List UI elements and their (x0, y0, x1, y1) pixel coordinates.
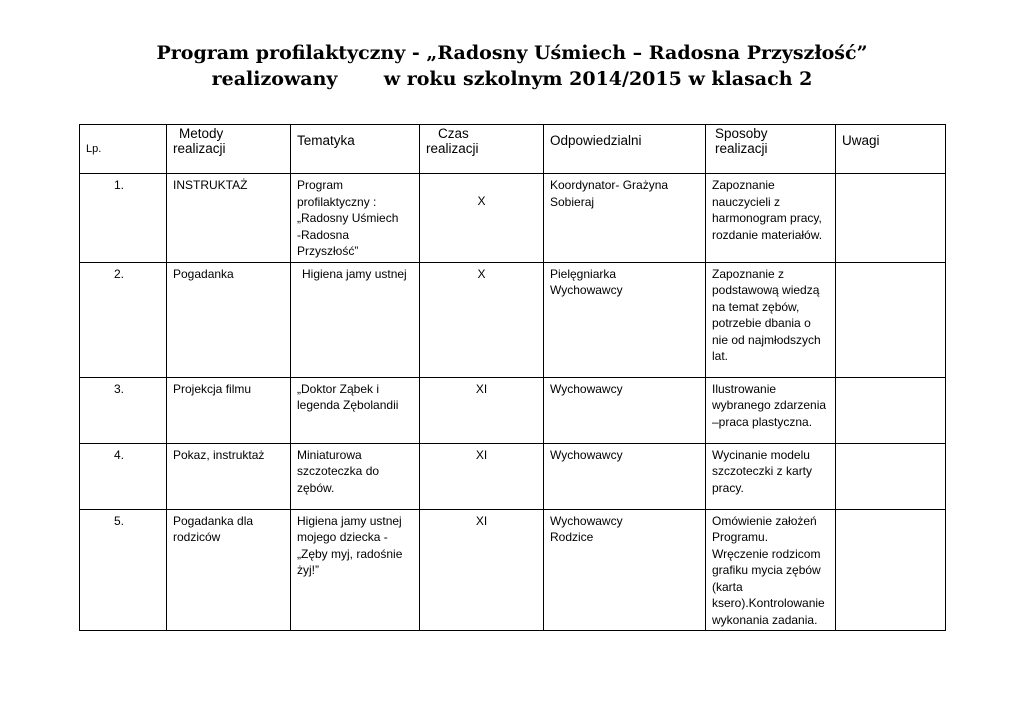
cell-sposoby: Wycinanie modelu szczoteczki z karty pracy. (706, 443, 836, 509)
cell-czas: XI (420, 509, 544, 631)
table-row (80, 443, 946, 509)
cell-uwagi (836, 443, 946, 509)
title-line-2: realizowany w roku szkolnym 2014/2015 w klasach 2 (211, 68, 813, 90)
table-row (80, 509, 946, 631)
header-czas (420, 125, 544, 174)
header-czas-line2: realizacji (426, 141, 479, 156)
header-czas-line1: Czas (438, 126, 469, 141)
cell-metody: Pokaz, instruktaż (167, 443, 291, 509)
cell-uwagi (836, 509, 946, 631)
header-tematyka: Tematyka (291, 125, 420, 174)
cell-odpowiedzialni: Koordynator- Grażyna Sobieraj (544, 174, 706, 263)
cell-tematyka: Miniaturowa szczoteczka do zębów. (291, 443, 420, 509)
cell-czas: XI (420, 443, 544, 509)
header-sposoby-line2: realizacji (715, 141, 768, 156)
cell-odpowiedzialni: Wychowawcy Rodzice (544, 509, 706, 631)
cell-lp: 3. (80, 377, 167, 443)
cell-czas: X (420, 174, 544, 263)
cell-odpowiedzialni: Wychowawcy (544, 443, 706, 509)
cell-tematyka: Higiena jamy ustnej (291, 262, 420, 377)
header-sposoby-line1: Sposoby (715, 126, 768, 141)
cell-sposoby: Zapoznanie z podstawową wiedzą na temat zębów, potrzebie dbania o nie od najmłodszych lat. (706, 262, 836, 377)
program-table (79, 124, 946, 631)
cell-lp: 5. (80, 509, 167, 631)
header-metody-line1: Metody (179, 126, 224, 141)
cell-lp: 1. (80, 174, 167, 263)
header-sposoby (706, 125, 836, 174)
table-row (80, 262, 946, 377)
cell-uwagi (836, 377, 946, 443)
header-metody-line2: realizacji (173, 141, 226, 156)
cell-odpowiedzialni: Pielęgniarka Wychowawcy (544, 262, 706, 377)
header-uwagi: Uwagi (836, 125, 946, 174)
cell-sposoby: Ilustrowanie wybranego zdarzenia –praca plastyczna. (706, 377, 836, 443)
cell-metody: Pogadanka (167, 262, 291, 377)
cell-odpowiedzialni: Wychowawcy (544, 377, 706, 443)
table-row (80, 377, 946, 443)
cell-uwagi (836, 262, 946, 377)
cell-metody: INSTRUKTAŻ (167, 174, 291, 263)
cell-czas: X (420, 262, 544, 377)
header-lp: Lp. (80, 125, 167, 174)
cell-czas: XI (420, 377, 544, 443)
header-metody (167, 125, 291, 174)
cell-metody: Projekcja filmu (167, 377, 291, 443)
cell-sposoby: Zapoznanie nauczycieli z harmonogram pracy, rozdanie materiałów. (706, 174, 836, 263)
cell-lp: 4. (80, 443, 167, 509)
table-row (80, 174, 946, 263)
header-row (80, 125, 946, 174)
cell-tematyka: Program profilaktyczny : „Radosny Uśmiech -Radosna Przyszłość” (291, 174, 420, 263)
title-line-1: Program profilaktyczny - „Radosny Uśmiech – Radosna Przyszłość” (156, 42, 868, 64)
cell-metody: Pogadanka dla rodziców (167, 509, 291, 631)
cell-uwagi (836, 174, 946, 263)
document-title (0, 40, 1024, 92)
cell-tematyka: „Doktor Ząbek i legenda Zębolandii (291, 377, 420, 443)
header-odpowiedzialni: Odpowiedzialni (544, 125, 706, 174)
cell-sposoby: Omówienie założeń Programu. Wręczenie rodzicom grafiku mycia zębów (karta ksero).Kontrolowanie wykonania zadania. (706, 509, 836, 631)
cell-tematyka: Higiena jamy ustnej mojego dziecka - „Zęby myj, radośnie żyj!” (291, 509, 420, 631)
cell-lp: 2. (80, 262, 167, 377)
